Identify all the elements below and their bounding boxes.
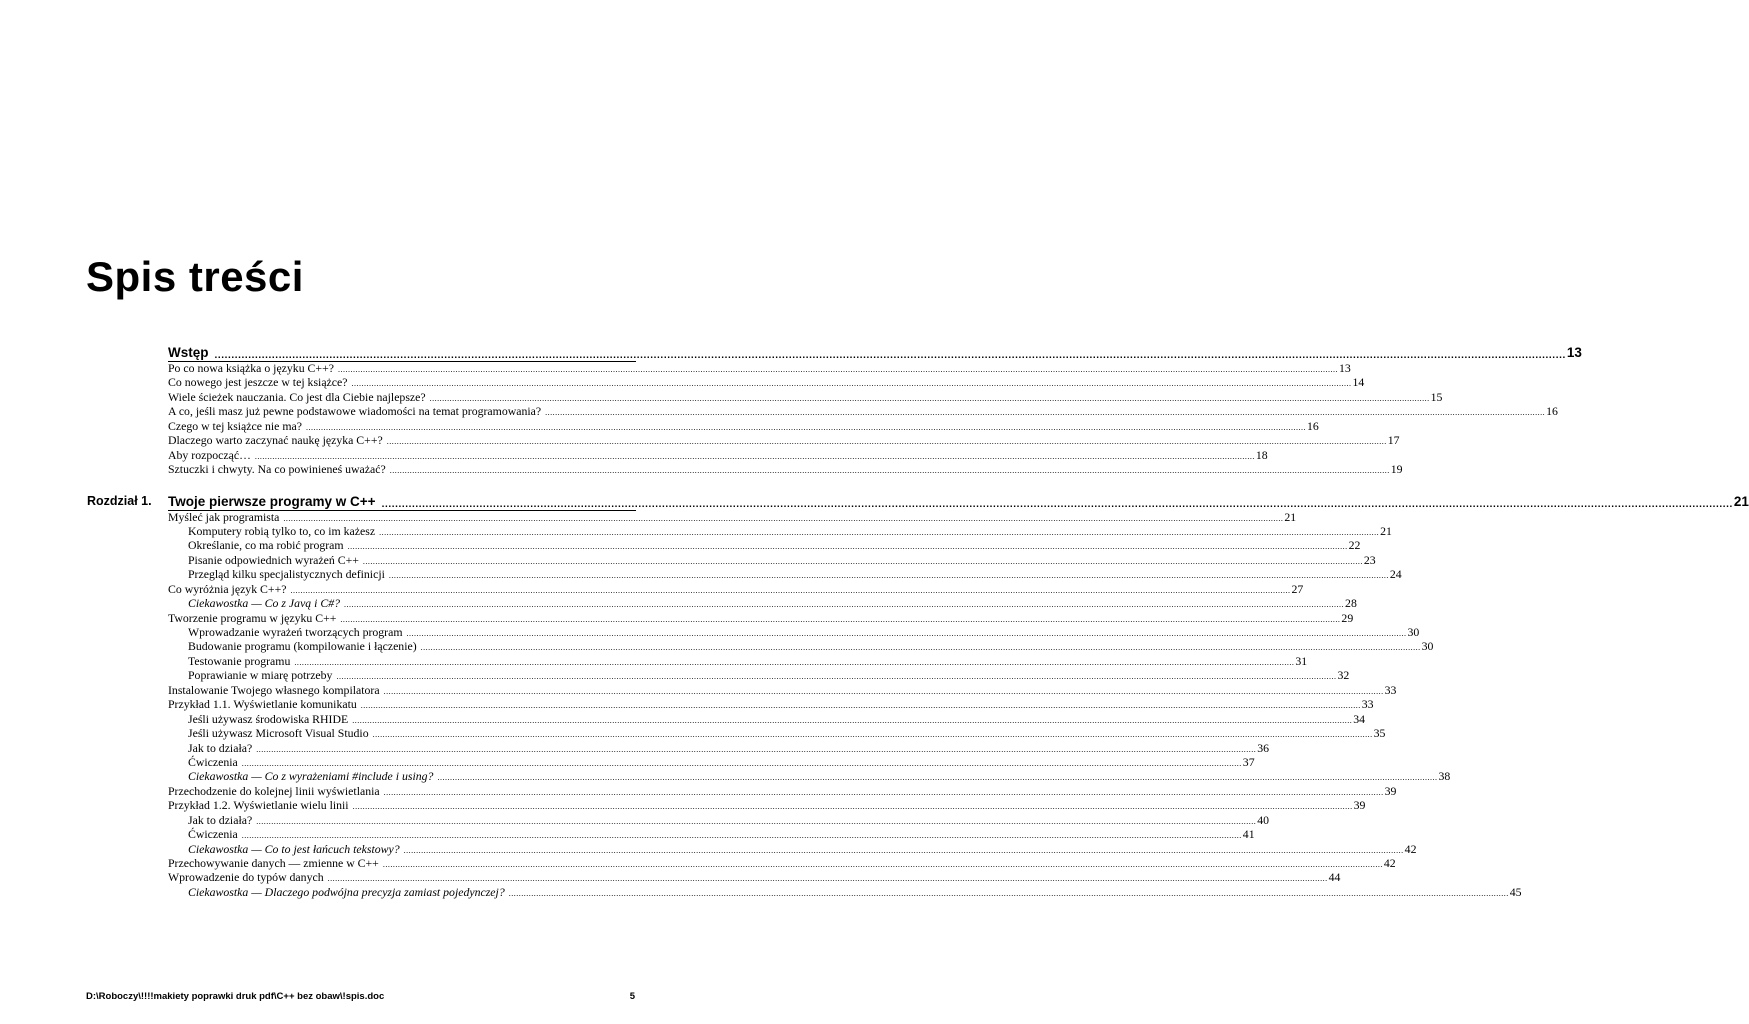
toc-entry[interactable] [188, 884, 1522, 899]
footer-file-path: D:\Roboczy\!!!!makiety poprawki druk pdf\C++ bez obaw\!spis.doc [86, 991, 385, 1002]
dot-leader: ................................................................................................................................................................................................................................................................................................................................................................................................................ [290, 585, 1291, 595]
toc-entry-title: Jeśli używasz Microsoft Visual Studio [188, 726, 369, 741]
dot-leader: ................................................................................................................................................................................................................................................................................................................................................................................................................ [383, 787, 1384, 797]
toc-entry-page-number: 16 [1306, 418, 1319, 433]
dot-leader: ................................................................................................................................................................................................................................................................................................................................................................................................................ [214, 350, 1566, 361]
toc-entry-page-number: 37 [1242, 754, 1255, 769]
toc-entry-title: Wprowadzanie wyrażeń tworzących program [188, 625, 403, 639]
dot-leader: ................................................................................................................................................................................................................................................................................................................................................................................................................ [256, 816, 1257, 826]
toc-entry-title: Aby rozpocząć… [168, 447, 251, 462]
toc-entry[interactable] [188, 523, 1392, 538]
toc-entry-page-number: 21 [1380, 523, 1392, 538]
toc-entry[interactable] [168, 418, 1319, 433]
toc-entry[interactable] [188, 538, 1361, 553]
toc-entry-title: Myśleć jak programista [168, 509, 280, 524]
section-title: Wstęp [168, 345, 209, 360]
toc-entry-title: Przykład 1.2. Wyświetlanie wielu linii [168, 798, 349, 813]
toc-entry-title: Jeśli używasz środowiska RHIDE [188, 711, 349, 726]
dot-leader: ................................................................................................................................................................................................................................................................................................................................................................................................................ [383, 686, 1384, 696]
dot-leader: ................................................................................................................................................................................................................................................................................................................................................................................................................ [403, 845, 1404, 855]
toc-entry-title: Pisanie odpowiednich wyrażeń C++ [188, 552, 359, 567]
toc-entry[interactable] [188, 754, 1255, 769]
toc-entry-title: Ćwiczenia [188, 754, 238, 769]
dot-leader: ................................................................................................................................................................................................................................................................................................................................................................................................................ [256, 744, 1257, 754]
toc-entry[interactable] [168, 447, 1268, 462]
toc-entry-title: Dlaczego warto zaczynać naukę języka C++? [168, 433, 383, 448]
footer-page-number: 5 [629, 991, 635, 1002]
dot-leader: ................................................................................................................................................................................................................................................................................................................................................................................................................ [352, 802, 1353, 812]
toc-entry-title: Jak to działa? [188, 812, 253, 827]
toc-entry-page-number: 16 [1546, 404, 1558, 419]
toc-section-heading[interactable] [168, 342, 1582, 361]
dot-leader: ................................................................................................................................................................................................................................................................................................................................................................................................................ [337, 365, 1338, 374]
toc-entry-page-number: 41 [1242, 827, 1255, 842]
toc-entry-page-number: 15 [1430, 389, 1443, 404]
toc-section [0, 342, 1582, 477]
toc-entry-page-number: 32 [1337, 668, 1350, 683]
toc-entry-page-number: 19 [1390, 462, 1403, 477]
toc-entry-title: Sztuczki i chwyty. Na co powinieneś uważać? [168, 462, 386, 477]
dot-leader: ................................................................................................................................................................................................................................................................................................................................................................................................................ [429, 393, 1430, 403]
dot-leader: ................................................................................................................................................................................................................................................................................................................................................................................................................ [347, 542, 1348, 552]
toc-entry[interactable] [168, 361, 1351, 375]
toc-entry[interactable] [168, 682, 1397, 697]
toc-entry-title: Ciekawostka — Co z Javą i C#? [188, 596, 341, 611]
toc-entry-title: Określanie, co ma robić program [188, 538, 344, 553]
dot-leader: ................................................................................................................................................................................................................................................................................................................................................................................................................ [406, 629, 1407, 638]
dot-leader: ................................................................................................................................................................................................................................................................................................................................................................................................................ [305, 422, 1306, 432]
toc-entry-page-number: 31 [1295, 653, 1308, 668]
dot-leader: ................................................................................................................................................................................................................................................................................................................................................................................................................ [372, 730, 1373, 740]
toc-entry-title: Komputery robią tylko to, co im każesz [188, 523, 376, 538]
toc-entry-page-number: 44 [1328, 870, 1341, 885]
toc-entry-title: Przechodzenie do kolejnej linii wyświetlania [168, 783, 380, 798]
toc-entry[interactable] [188, 625, 1420, 639]
toc-entry-page-number: 35 [1373, 726, 1386, 741]
toc-entry[interactable] [188, 552, 1376, 567]
table-of-contents [0, 342, 1749, 913]
toc-entry-page-number: 39 [1353, 798, 1366, 813]
toc-entry-page-number: 45 [1509, 884, 1522, 899]
toc-entry-page-number: 33 [1361, 697, 1374, 712]
toc-entry-title: Ciekawostka — Co to jest łańcuch tekstowy? [188, 841, 400, 856]
toc-entry[interactable] [168, 798, 1366, 813]
toc-entry-title: A co, jeśli masz już pewne podstawowe wiadomości na temat programowania? [168, 404, 542, 419]
dot-leader: ................................................................................................................................................................................................................................................................................................................................................................................................................ [388, 571, 1389, 581]
toc-entry[interactable] [168, 610, 1354, 625]
page-title: Spis treści [86, 253, 304, 300]
toc-entry-page-number: 22 [1348, 538, 1361, 553]
toc-entry-page-number: 38 [1438, 769, 1451, 784]
dot-leader: ................................................................................................................................................................................................................................................................................................................................................................................................................ [382, 860, 1383, 869]
toc-entry-title: Przykład 1.1. Wyświetlanie komunikatu [168, 697, 357, 712]
section-page-number: 13 [1566, 345, 1582, 360]
dot-leader: ................................................................................................................................................................................................................................................................................................................................................................................................................ [389, 466, 1390, 476]
toc-entry[interactable] [168, 509, 1297, 524]
toc-entry-title: Wiele ścieżek nauczania. Co jest dla Ciebie najlepsze? [168, 389, 426, 404]
toc-entry[interactable] [188, 567, 1402, 582]
toc-entry-page-number: 40 [1257, 812, 1269, 827]
dot-leader: ................................................................................................................................................................................................................................................................................................................................................................................................................ [340, 614, 1341, 624]
dot-leader: ................................................................................................................................................................................................................................................................................................................................................................................................................ [379, 527, 1380, 537]
dot-leader: ................................................................................................................................................................................................................................................................................................................................................................................................................ [241, 758, 1242, 768]
toc-entry[interactable] [168, 389, 1443, 404]
toc-entry-page-number: 30 [1407, 625, 1420, 639]
toc-entry-page-number: 27 [1291, 581, 1304, 596]
toc-entry[interactable] [188, 596, 1357, 611]
toc-section [0, 491, 1749, 900]
toc-entry-page-number: 34 [1353, 711, 1366, 726]
toc-entry-page-number: 14 [1352, 375, 1365, 390]
toc-entry[interactable] [188, 668, 1350, 683]
dot-leader: ................................................................................................................................................................................................................................................................................................................................................................................................................ [352, 715, 1353, 725]
dot-leader: ................................................................................................................................................................................................................................................................................................................................................................................................................ [420, 643, 1421, 653]
toc-entry[interactable] [168, 783, 1397, 798]
dot-leader: ................................................................................................................................................................................................................................................................................................................................................................................................................ [327, 874, 1328, 884]
toc-entry-title: Poprawianie w miarę potrzeby [188, 668, 333, 683]
toc-entry-title: Testowanie programu [188, 653, 291, 668]
dot-leader: ................................................................................................................................................................................................................................................................................................................................................................................................................ [294, 657, 1295, 667]
toc-entry[interactable] [168, 404, 1558, 419]
toc-entry-title: Instalowanie Twojego własnego kompilatora [168, 682, 380, 697]
toc-entry[interactable] [188, 726, 1386, 741]
toc-entry[interactable] [188, 812, 1269, 827]
toc-entry-page-number: 23 [1363, 552, 1376, 567]
toc-entry-title: Przegląd kilku specjalistycznych definicji [188, 567, 385, 582]
toc-entry[interactable] [168, 870, 1341, 885]
toc-entry[interactable] [188, 639, 1434, 654]
toc-entry-page-number: 21 [1284, 509, 1297, 524]
dot-leader: ................................................................................................................................................................................................................................................................................................................................................................................................................ [336, 672, 1337, 682]
chapter-label: Rozdział 1. [87, 493, 152, 508]
toc-entry[interactable] [188, 841, 1417, 856]
toc-entry[interactable] [188, 740, 1269, 755]
dot-leader: ................................................................................................................................................................................................................................................................................................................................................................................................................ [283, 513, 1284, 523]
toc-entry[interactable] [188, 827, 1255, 842]
toc-entry-title: Ciekawostka — Dlaczego podwójna precyzja zamiast pojedynczej? [188, 884, 505, 899]
toc-entry[interactable] [188, 653, 1308, 668]
dot-leader: ................................................................................................................................................................................................................................................................................................................................................................................................................ [362, 556, 1363, 566]
toc-entry-title: Ćwiczenia [188, 827, 238, 842]
toc-entry-page-number: 24 [1389, 567, 1402, 582]
toc-entry-page-number: 33 [1384, 682, 1397, 697]
dot-leader: ................................................................................................................................................................................................................................................................................................................................................................................................................ [437, 773, 1438, 783]
toc-entry-title: Jak to działa? [188, 740, 253, 755]
toc-entry-title: Czego w tej książce nie ma? [168, 418, 302, 433]
dot-leader: ................................................................................................................................................................................................................................................................................................................................................................................................................ [351, 379, 1352, 389]
toc-entry-page-number: 13 [1338, 361, 1351, 375]
toc-entry[interactable] [168, 581, 1304, 596]
toc-entry[interactable] [188, 711, 1366, 726]
toc-entry-title: Po co nowa książka o języku C++? [168, 361, 334, 375]
toc-entry-title: Budowanie programu (kompilowanie i łączenie) [188, 639, 417, 654]
toc-entry[interactable] [168, 433, 1400, 448]
dot-leader: ................................................................................................................................................................................................................................................................................................................................................................................................................ [241, 831, 1242, 841]
dot-leader: ................................................................................................................................................................................................................................................................................................................................................................................................................ [254, 451, 1255, 461]
toc-entry[interactable] [168, 697, 1374, 712]
toc-entry[interactable] [168, 462, 1403, 477]
dot-leader: ................................................................................................................................................................................................................................................................................................................................................................................................................ [360, 701, 1361, 711]
toc-entry-page-number: 42 [1404, 841, 1417, 856]
toc-entry-title: Ciekawostka — Co z wyrażeniami #include i using? [188, 769, 434, 784]
dot-leader: ................................................................................................................................................................................................................................................................................................................................................................................................................ [386, 437, 1387, 447]
toc-entry-page-number: 17 [1387, 433, 1400, 448]
toc-entry-page-number: 36 [1257, 740, 1269, 755]
dot-leader: ................................................................................................................................................................................................................................................................................................................................................................................................................ [381, 498, 1733, 510]
toc-entry-page-number: 29 [1341, 610, 1354, 625]
toc-entry-page-number: 18 [1255, 447, 1268, 462]
toc-entry-title: Przechowywanie danych — zmienne w C++ [168, 856, 379, 870]
toc-entry-page-number: 28 [1345, 596, 1357, 611]
dot-leader: ................................................................................................................................................................................................................................................................................................................................................................................................................ [545, 408, 1546, 418]
toc-section-heading[interactable] [87, 491, 1749, 510]
toc-entry-title: Co nowego jest jeszcze w tej książce? [168, 375, 348, 390]
toc-entry-title: Co wyróżnia język C++? [168, 581, 287, 596]
section-page-number: 21 [1733, 493, 1749, 509]
dot-leader: ................................................................................................................................................................................................................................................................................................................................................................................................................ [508, 888, 1509, 898]
toc-entry[interactable] [168, 375, 1365, 390]
toc-entry-title: Tworzenie programu w języku C++ [168, 610, 337, 625]
toc-entry-page-number: 39 [1384, 783, 1397, 798]
section-title: Twoje pierwsze programy w C++ [168, 493, 376, 509]
toc-entry[interactable] [188, 769, 1451, 784]
page-footer [86, 991, 635, 1002]
toc-entry-title: Wprowadzenie do typów danych [168, 870, 324, 885]
dot-leader: ................................................................................................................................................................................................................................................................................................................................................................................................................ [344, 600, 1345, 610]
toc-entry-page-number: 42 [1383, 856, 1396, 870]
toc-entry[interactable] [168, 856, 1396, 870]
toc-entry-page-number: 30 [1421, 639, 1434, 654]
